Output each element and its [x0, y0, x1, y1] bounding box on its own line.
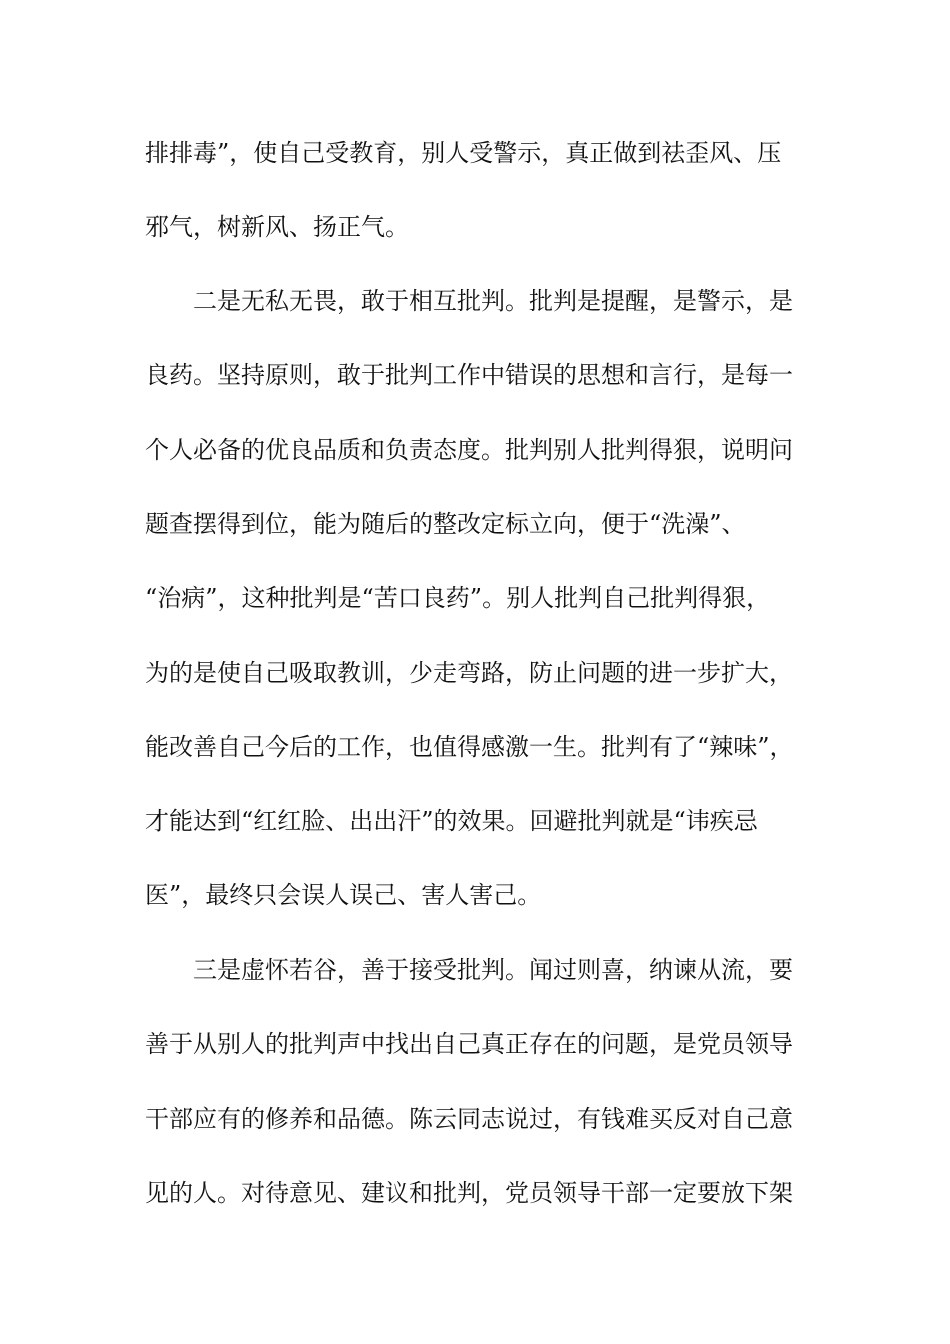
text-line: 干部应有的修养和品德。陈云同志说过，有钱难买反对自己意 [145, 1105, 793, 1133]
text-line: 才能达到“红红脸、出出汗”的效果。回避批判就是“讳疾忌 [145, 807, 758, 835]
text-line: 能改善自己今后的工作，也值得感激一生。批判有了“辣味”， [145, 733, 794, 761]
text-line: 医”，最终只会误人误己、害人害己。 [145, 881, 542, 909]
text-line: 题查摆得到位，能为随后的整改定标立向，便于“洗澡”、 [145, 510, 746, 538]
paragraph-2-first-line: 二是无私无畏，敢于相互批判。批判是提醒，是警示，是 [145, 287, 793, 315]
text-line: 排排毒”，使自己受教育，别人受警示，真正做到祛歪风、压 [145, 139, 782, 167]
text-line: “治病”，这种批判是“苦口良药”。别人批判自己批判得狠， [145, 584, 771, 612]
text-line: 善于从别人的批判声中找出自己真正存在的问题，是党员领导 [145, 1030, 793, 1058]
text-line: 个人必备的优良品质和负责态度。批判别人批判得狠，说明问 [145, 436, 793, 464]
text-line: 良药。坚持原则，敢于批判工作中错误的思想和言行，是每一 [145, 361, 793, 389]
paragraph-3-first-line: 三是虚怀若谷，善于接受批判。闻过则喜，纳谏从流，要 [145, 956, 793, 984]
text-line: 为的是使自己吸取教训，少走弯路，防止问题的进一步扩大， [145, 659, 793, 687]
text-line: 见的人。对待意见、建议和批判，党员领导干部一定要放下架 [145, 1179, 793, 1207]
text-line: 邪气，树新风、扬正气。 [145, 213, 409, 241]
